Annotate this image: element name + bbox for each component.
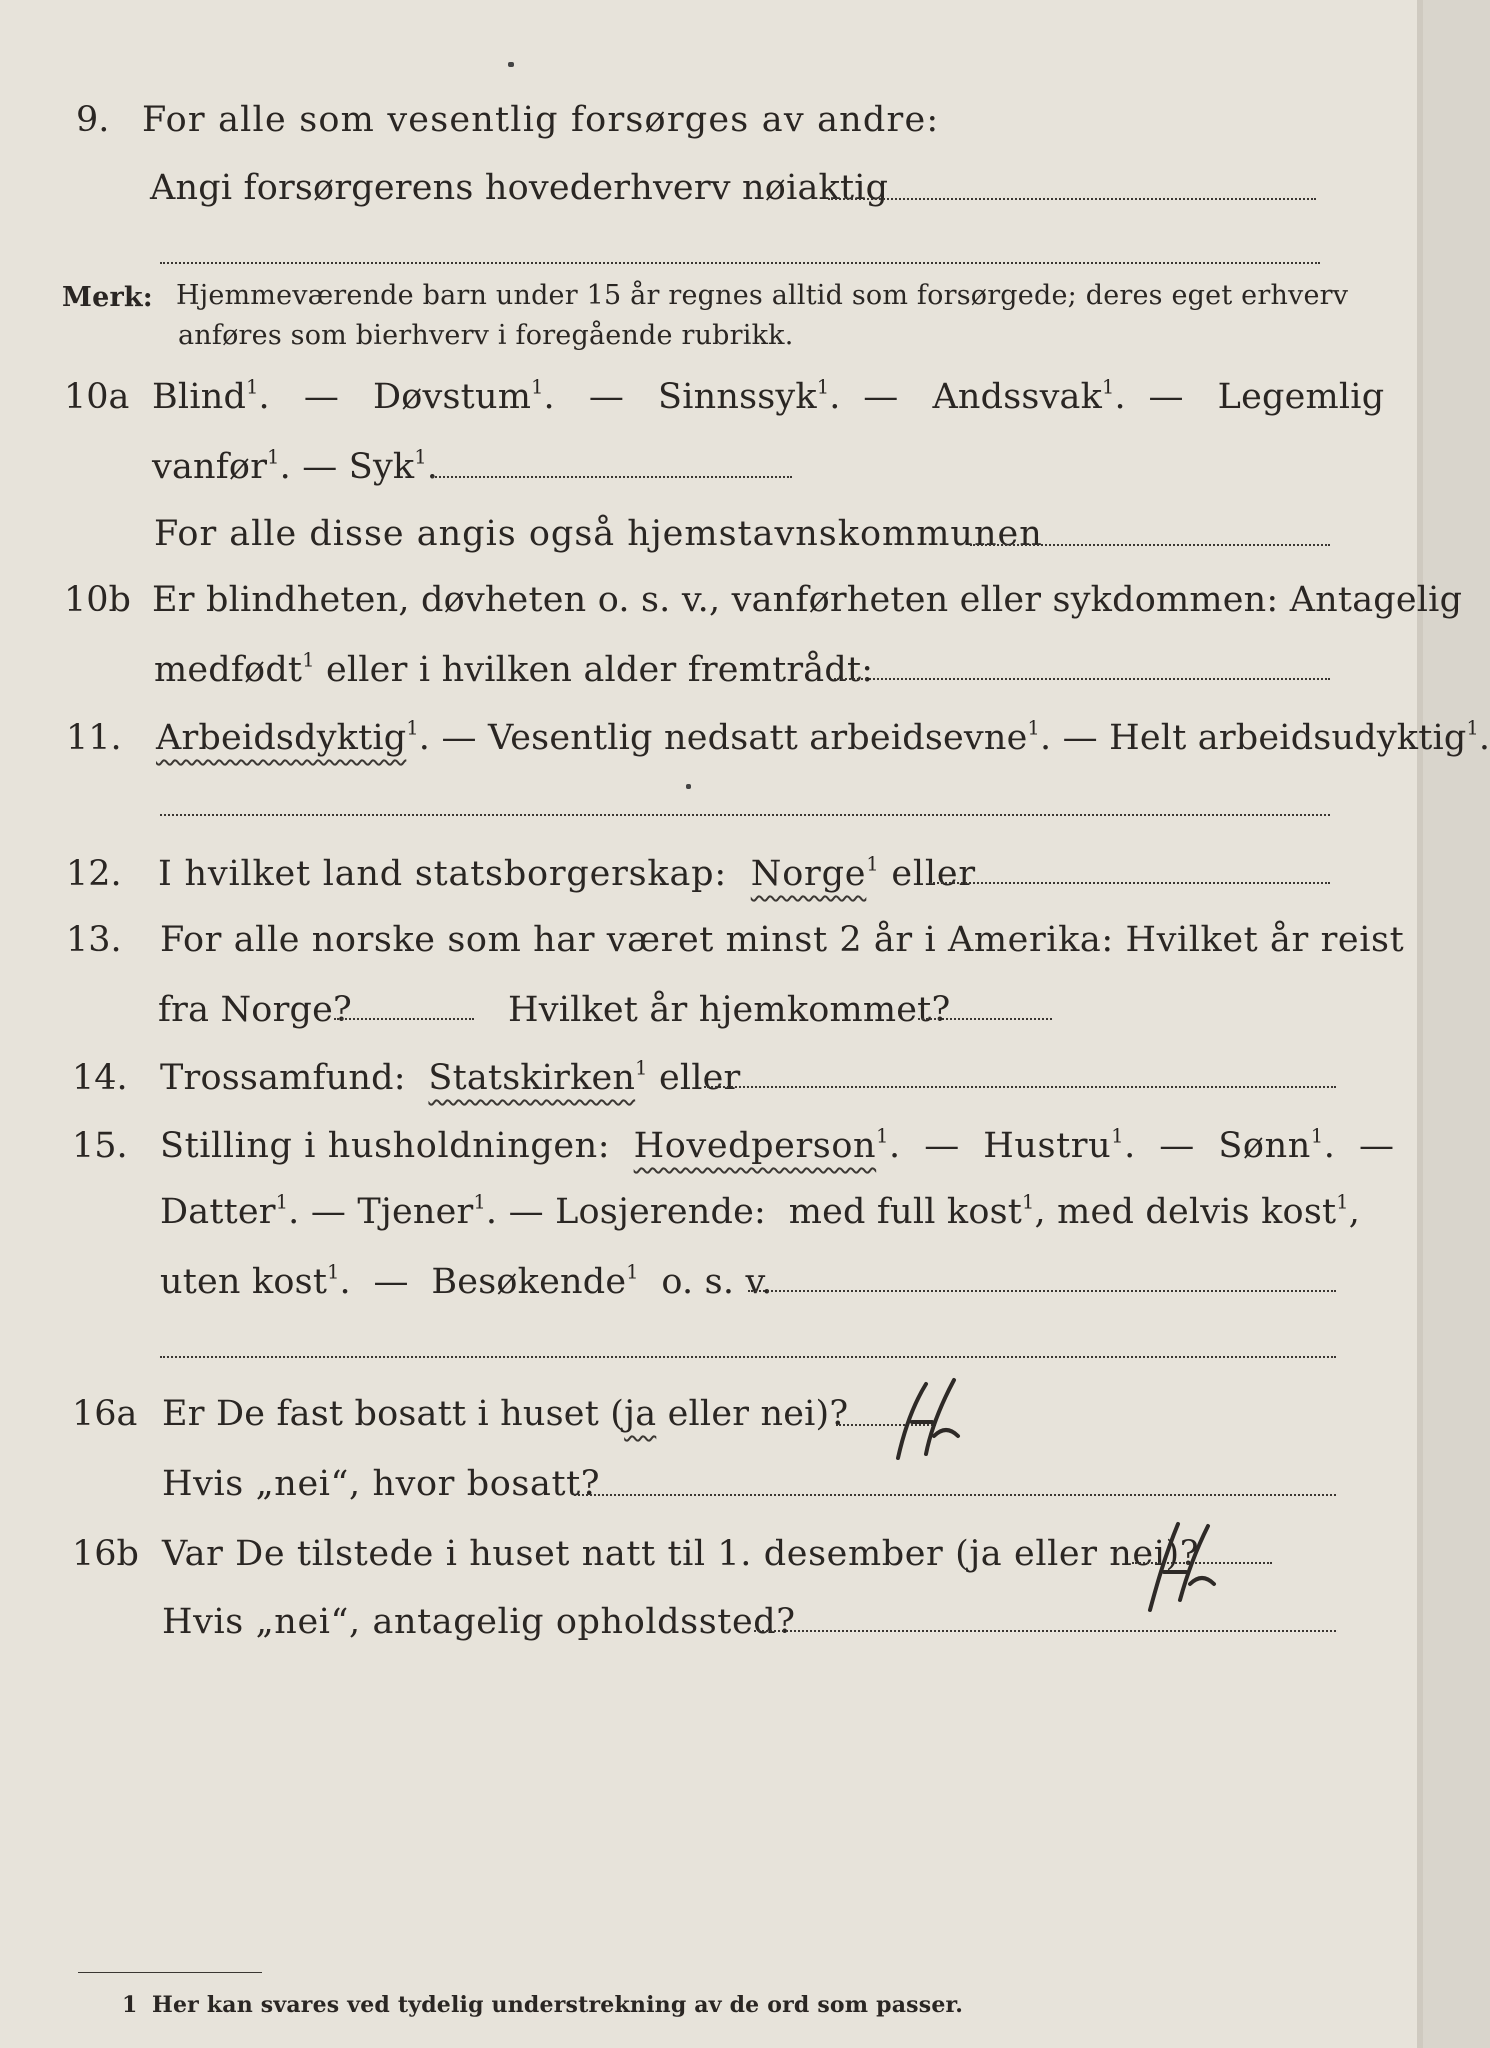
q13-fra: fra Norge? bbox=[158, 990, 352, 1030]
option-sonn[interactable]: Sønn bbox=[1218, 1126, 1311, 1166]
option-datter[interactable]: Datter bbox=[160, 1192, 276, 1232]
option-medfodt[interactable]: medfødt bbox=[154, 650, 303, 690]
q16a-line1: Er De fast bosatt i huset (ja eller nei)? bbox=[162, 1394, 849, 1434]
q15-line3: uten kost$^1$. — Besøkende$^1$ o. s. v. bbox=[160, 1260, 773, 1302]
option-dovstum[interactable]: Døvstum bbox=[373, 377, 532, 417]
merk-line2: anføres som bierhverv i foregående rubrikk. bbox=[178, 320, 794, 351]
q16a-line2: Hvis „nei“, hvor bosatt? bbox=[162, 1464, 601, 1504]
option-uten-kost[interactable]: uten kost bbox=[160, 1262, 328, 1302]
q16b-opholdssted-line[interactable] bbox=[754, 1630, 1336, 1632]
q13-hjem: Hvilket år hjemkommet? bbox=[508, 990, 951, 1030]
q12-line: I hvilket land statsborgerskap: Norge$^1$ eller bbox=[158, 852, 976, 894]
option-sinnssyk[interactable]: Sinnssyk bbox=[658, 377, 817, 417]
option-hustru[interactable]: Hustru bbox=[983, 1126, 1112, 1166]
q10a-syk-line[interactable] bbox=[432, 476, 792, 478]
q10a-hjemstavn-line[interactable] bbox=[970, 544, 1330, 546]
option-blind[interactable]: Blind bbox=[152, 377, 247, 417]
option-full-kost[interactable]: med full kost bbox=[788, 1192, 1023, 1232]
option-nedsatt[interactable]: Vesentlig nedsatt arbeidsevne bbox=[487, 718, 1028, 758]
q16a-number: 16a bbox=[72, 1394, 138, 1434]
q10b-line2: medfødt$^1$ eller i hvilken alder fremtrådt: bbox=[154, 648, 874, 690]
q10a-line1: Blind$^1$. — Døvstum$^1$. — Sinnssyk$^1$. — Andssvak$^1$. — Legemlig bbox=[152, 375, 1385, 417]
option-delvis-kost[interactable]: med delvis kost bbox=[1057, 1192, 1337, 1232]
footnote-rule bbox=[78, 1972, 262, 1973]
q16b-number: 16b bbox=[72, 1534, 139, 1574]
q10a-line3: For alle disse angis også hjemstavnskommunen bbox=[154, 514, 1043, 554]
q10b-number: 10b bbox=[64, 580, 131, 620]
q9-line2: Angi forsørgerens hovederhverv nøiaktig bbox=[150, 168, 889, 208]
option-arbeidsdyktig-underlined[interactable]: Arbeidsdyktig bbox=[156, 718, 407, 758]
merk-line1: Hjemmeværende barn under 15 år regnes alltid som forsørgede; deres eget erhverv bbox=[176, 280, 1349, 311]
q10a-line2: vanfør$^1$. — Syk$^1$. bbox=[152, 445, 439, 487]
page-edge bbox=[1417, 0, 1423, 2048]
option-udyktig[interactable]: Helt arbeidsudyktig bbox=[1109, 718, 1467, 758]
option-legemlig[interactable]: Legemlig bbox=[1217, 377, 1385, 417]
q14-line: Trossamfund: Statskirken$^1$ eller bbox=[160, 1056, 741, 1098]
handwritten-answer-ja-2 bbox=[1138, 1514, 1230, 1614]
q9-line1: For alle som vesentlig forsørges av andre: bbox=[142, 100, 940, 140]
q10a-number: 10a bbox=[64, 377, 130, 417]
option-besokende[interactable]: Besøkende bbox=[431, 1262, 627, 1302]
q16b-line2: Hvis „nei“, antagelig opholdssted? bbox=[162, 1602, 796, 1642]
option-hovedperson-underlined[interactable]: Hovedperson bbox=[633, 1126, 877, 1166]
option-vanfor[interactable]: vanfør bbox=[152, 447, 268, 487]
q14-number: 14. bbox=[72, 1058, 128, 1098]
footnote-marker: 1 bbox=[122, 1992, 138, 2018]
q15-number: 15. bbox=[72, 1126, 128, 1166]
q11-line: Arbeidsdyktig$^1$. — Vesentlig nedsatt arbeidsevne$^1$. — Helt arbeidsudyktig$^1$. bbox=[156, 716, 1490, 758]
q11-number: 11. bbox=[66, 718, 122, 758]
option-ja-underlined[interactable]: ja bbox=[624, 1394, 657, 1434]
q9-answer-line-2[interactable] bbox=[160, 262, 1320, 264]
ink-speck bbox=[686, 784, 691, 789]
q13-reist-line[interactable] bbox=[334, 1018, 474, 1020]
merk-label: Merk: bbox=[62, 282, 153, 313]
q12-answer-line[interactable] bbox=[930, 882, 1330, 884]
q10b-answer-line[interactable] bbox=[834, 678, 1330, 680]
q15-line2: Datter$^1$. — Tjener$^1$. — Losjerende: med full kost$^1$, med delvis kost$^1$, bbox=[160, 1190, 1361, 1232]
ink-speck bbox=[508, 62, 514, 67]
option-statskirken-underlined[interactable]: Statskirken bbox=[428, 1058, 636, 1098]
q15-answer-line-2[interactable] bbox=[160, 1356, 1336, 1358]
q15-line1: Stilling i husholdningen: Hovedperson$^1$. — Hustru$^1$. — Sønn$^1$. — bbox=[160, 1124, 1395, 1166]
q13-number: 13. bbox=[66, 920, 122, 960]
option-syk[interactable]: Syk bbox=[348, 447, 415, 487]
q10b-line1: Er blindheten, døvheten o. s. v., vanførheten eller sykdommen: Antagelig bbox=[152, 580, 1463, 620]
footnote-text: Her kan svares ved tydelig understrekning av de ord som passer. bbox=[152, 1992, 964, 2018]
q16a-bosatt-line[interactable] bbox=[574, 1494, 1336, 1496]
q15-answer-line[interactable] bbox=[748, 1290, 1336, 1292]
q13-hjemkommet-line[interactable] bbox=[918, 1018, 1052, 1020]
q9-number: 9. bbox=[76, 100, 110, 140]
q11-answer-line[interactable] bbox=[160, 814, 1330, 816]
q9-answer-line[interactable] bbox=[828, 198, 1316, 200]
handwritten-answer-ja bbox=[868, 1370, 968, 1466]
q16b-line1: Var De tilstede i huset natt til 1. desember (ja eller nei)? bbox=[162, 1534, 1200, 1574]
q13-line1: For alle norske som har været minst 2 år i Amerika: Hvilket år reist bbox=[160, 920, 1405, 960]
option-andssvak[interactable]: Andssvak bbox=[932, 377, 1103, 417]
option-norge-underlined[interactable]: Norge bbox=[750, 854, 867, 894]
q14-answer-line[interactable] bbox=[704, 1086, 1336, 1088]
q12-number: 12. bbox=[66, 854, 122, 894]
option-tjener[interactable]: Tjener bbox=[357, 1192, 474, 1232]
